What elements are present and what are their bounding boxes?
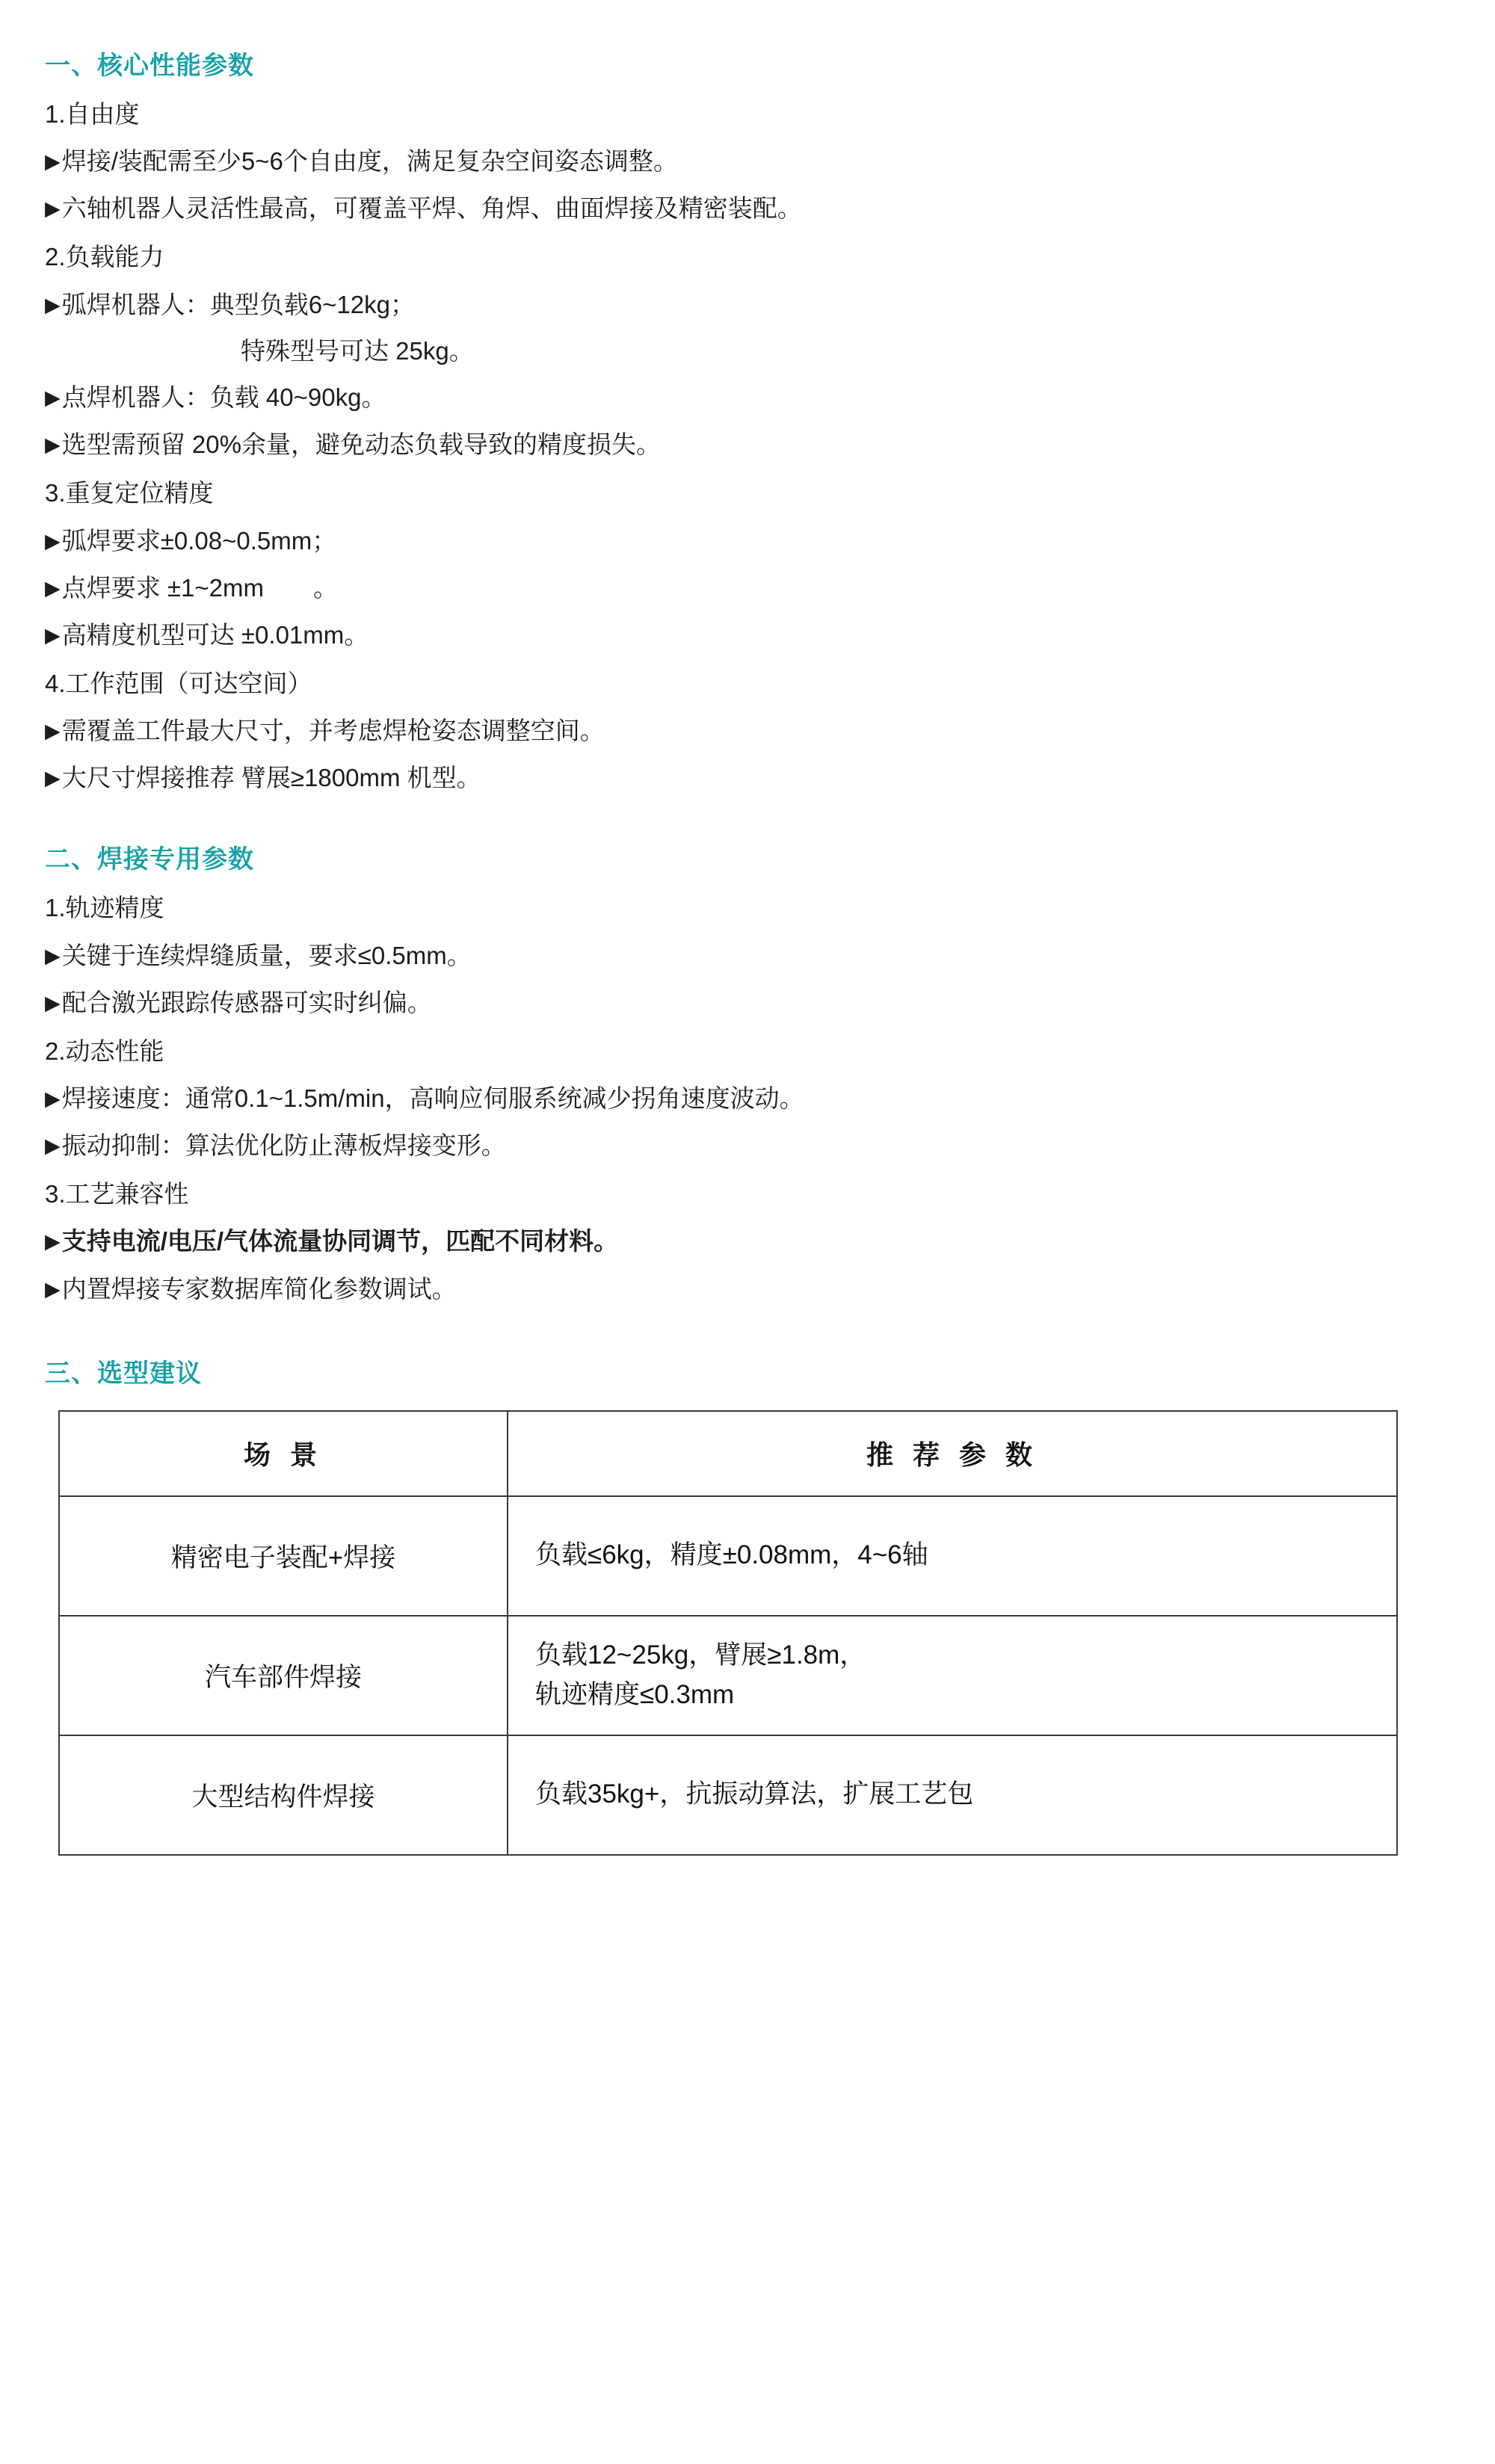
bullet-text: 关键于连续焊缝质量，要求≤0.5mm。	[61, 941, 472, 969]
bullet-text: 振动抑制：算法优化防止薄板焊接变形。	[61, 1131, 506, 1160]
bullet-payload-arc	[45, 285, 1413, 324]
param-line: 负载12~25kg，臂展≥1.8m，	[535, 1640, 866, 1670]
bullet-range-large-size	[45, 759, 1413, 797]
triangle-bullet-icon: ▶	[45, 1230, 61, 1253]
bullet-range-coverage	[45, 711, 1413, 750]
bullet-payload-margin	[45, 425, 1413, 463]
triangle-bullet-icon: ▶	[45, 197, 61, 220]
table-row	[59, 1496, 1397, 1616]
triangle-bullet-icon: ▶	[45, 944, 61, 967]
subheading-repeatability: 3.重复定位精度	[45, 479, 214, 507]
bullet-text: 高精度机型可达 ±0.01mm。	[61, 620, 369, 649]
triangle-bullet-icon: ▶	[45, 767, 61, 790]
triangle-bullet-icon: ▶	[45, 1134, 61, 1158]
bullet-dof-2	[45, 189, 1413, 227]
bullet-payload-arc-continuation: 特殊型号可达 25kg。	[241, 336, 474, 365]
bullet-vibration-suppression	[45, 1126, 1413, 1164]
table-row	[59, 1735, 1397, 1855]
param-line: 负载35kg+，抗振动算法，扩展工艺包	[535, 1779, 974, 1809]
bullet-text: 弧焊要求±0.08~0.5mm；	[61, 526, 337, 555]
table-cell-scene: 精密电子装配+焊接	[59, 1496, 508, 1616]
table-cell-scene: 汽车部件焊接	[59, 1616, 508, 1735]
bullet-repeat-high-precision	[45, 616, 1413, 654]
table-cell-params	[508, 1735, 1397, 1855]
triangle-bullet-icon: ▶	[45, 293, 61, 316]
bullet-text-suffix: 协同调节，匹配不同材料。	[322, 1227, 619, 1256]
table-header-row	[59, 1411, 1397, 1496]
triangle-bullet-icon: ▶	[45, 720, 61, 743]
bullet-text: 焊接速度：通常0.1~1.5m/min，高响应伺服系统减少拐角速度波动。	[61, 1084, 804, 1113]
bullet-text: 大尺寸焊接推荐 臂展≥1800mm 机型。	[61, 764, 481, 792]
bullet-text: 点焊要求 ±1~2mm 。	[61, 573, 339, 602]
subheading-degrees-of-freedom: 1.自由度	[45, 100, 140, 128]
bullet-text: 点焊机器人：负载 40~90kg。	[61, 383, 386, 412]
triangle-bullet-icon: ▶	[45, 529, 61, 552]
table-header-scene: 场 景	[59, 1411, 508, 1496]
bullet-payload-spot	[45, 378, 1413, 416]
triangle-bullet-icon: ▶	[45, 433, 61, 457]
selection-recommendation-table	[58, 1410, 1398, 1856]
table-header-params: 推 荐 参 数	[508, 1411, 1397, 1496]
bullet-text: 需覆盖工件最大尺寸，并考虑焊枪姿态调整空间。	[61, 717, 605, 745]
triangle-bullet-icon: ▶	[45, 991, 61, 1014]
table-row	[59, 1616, 1397, 1735]
bullet-text: 弧焊机器人：典型负载6~12kg；	[61, 290, 415, 318]
subheading-process-compatibility: 3.工艺兼容性	[45, 1180, 189, 1208]
bullet-text: 配合激光跟踪传感器可实时纠偏。	[61, 988, 432, 1016]
bullet-text: 六轴机器人灵活性最高，可覆盖平焊、角焊、曲面焊接及精密装配。	[61, 194, 802, 223]
table-cell-params	[508, 1496, 1397, 1616]
triangle-bullet-icon: ▶	[45, 1277, 61, 1300]
param-line: 轨迹精度≤0.3mm	[535, 1679, 735, 1709]
section-heading-core-performance: 一、核心性能参数	[45, 52, 254, 80]
bullet-welding-speed	[45, 1079, 1413, 1117]
bullet-text: 选型需预留 20%余量，避免动态负载导致的精度损失。	[61, 430, 661, 459]
triangle-bullet-icon: ▶	[45, 386, 61, 410]
subheading-path-accuracy: 1.轨迹精度	[45, 894, 164, 922]
bullet-text-prefix: 支持	[61, 1227, 111, 1256]
triangle-bullet-icon: ▶	[45, 623, 61, 646]
bullet-text: 内置焊接专家数据库简化参数调试。	[61, 1274, 457, 1303]
subheading-payload: 2.负载能力	[45, 243, 164, 271]
bullet-expert-database	[45, 1270, 1413, 1308]
bullet-text-emphasis: 电流/电压/气体流量	[111, 1227, 323, 1256]
bullet-path-laser-tracking	[45, 984, 1413, 1022]
bullet-repeat-arc	[45, 522, 1413, 560]
bullet-process-regulation	[45, 1222, 1413, 1260]
section-heading-selection-advice: 三、选型建议	[45, 1359, 202, 1388]
bullet-path-seam-quality	[45, 936, 1413, 975]
table-cell-scene: 大型结构件焊接	[59, 1735, 508, 1855]
table-cell-params	[508, 1616, 1397, 1735]
triangle-bullet-icon: ▶	[45, 576, 61, 599]
subheading-dynamic-performance: 2.动态性能	[45, 1037, 164, 1065]
triangle-bullet-icon: ▶	[45, 1087, 61, 1111]
bullet-repeat-spot	[45, 569, 1413, 607]
bullet-dof-1	[45, 142, 1413, 180]
triangle-bullet-icon: ▶	[45, 150, 61, 173]
section-heading-welding-parameters: 二、焊接专用参数	[45, 845, 254, 874]
bullet-text: 焊接/装配需至少5~6个自由度，满足复杂空间姿态调整。	[61, 147, 678, 176]
param-line: 负载≤6kg，精度±0.08mm，4~6轴	[535, 1540, 928, 1570]
subheading-work-range: 4.工作范围（可达空间）	[45, 670, 312, 698]
